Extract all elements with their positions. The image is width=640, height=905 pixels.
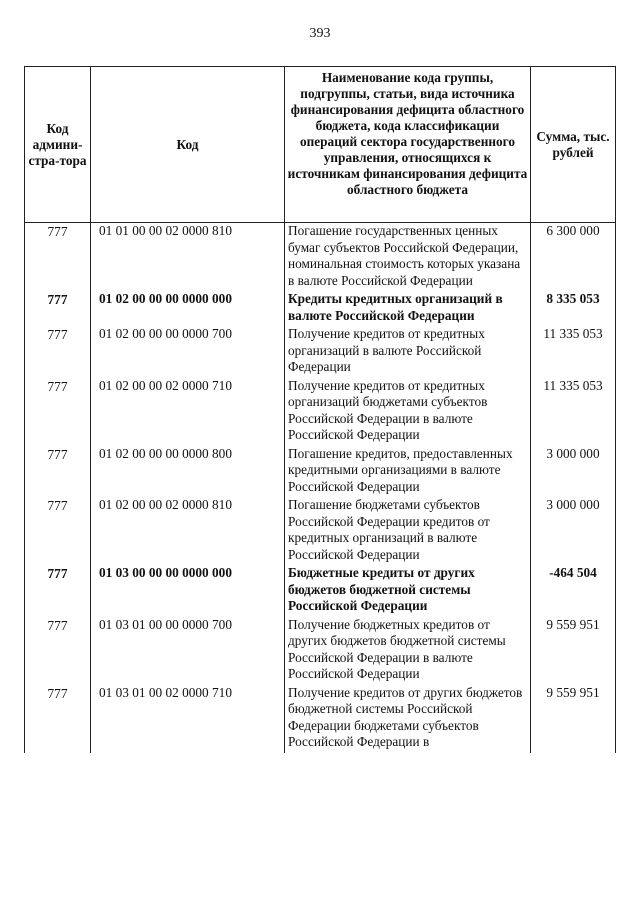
name-cell: Получение кредитов от кредитных организаций в валюте Российской Федерации [285, 326, 531, 378]
header-sum: Сумма, тыс. рублей [531, 67, 616, 223]
admin-cell: 777 [25, 685, 91, 753]
admin-cell: 777 [25, 223, 91, 292]
name-cell: Получение кредитов от других бюджетов бюджетной системы Российской Федерации бюджетами субъектов Российской Федерации в [285, 685, 531, 753]
sum-cell: -464 504 [531, 565, 616, 617]
code-cell: 01 02 00 00 00 0000 000 [91, 291, 285, 326]
sum-cell: 11 335 053 [531, 378, 616, 446]
table-row [25, 446, 616, 498]
sum-cell: 9 559 951 [531, 685, 616, 753]
code-cell: 01 02 00 00 00 0000 800 [91, 446, 285, 498]
name-cell: Погашение кредитов, предоставленных кредитными организациями в валюте Российской Федерации [285, 446, 531, 498]
admin-cell: 777 [25, 326, 91, 378]
name-cell: Получение бюджетных кредитов от других бюджетов бюджетной системы Российской Федерации в валюте Российской Федерации [285, 617, 531, 685]
admin-cell: 777 [25, 565, 91, 617]
sum-cell: 8 335 053 [531, 291, 616, 326]
sum-cell: 6 300 000 [531, 223, 616, 292]
budget-table [24, 66, 616, 753]
code-cell: 01 03 00 00 00 0000 000 [91, 565, 285, 617]
table-row [25, 617, 616, 685]
table-row [25, 497, 616, 565]
table-row [25, 378, 616, 446]
admin-cell: 777 [25, 446, 91, 498]
code-cell: 01 03 01 00 02 0000 710 [91, 685, 285, 753]
header-admin: Код админи-стра-тора [25, 67, 91, 223]
admin-cell: 777 [25, 291, 91, 326]
table-body [25, 223, 616, 753]
sum-cell: 11 335 053 [531, 326, 616, 378]
code-cell: 01 02 00 00 02 0000 810 [91, 497, 285, 565]
code-cell: 01 02 00 00 00 0000 700 [91, 326, 285, 378]
code-cell: 01 03 01 00 00 0000 700 [91, 617, 285, 685]
table-header [25, 67, 616, 223]
admin-cell: 777 [25, 497, 91, 565]
name-cell: Получение кредитов от кредитных организаций бюджетами субъектов Российской Федерации в валюте Российской Федерации [285, 378, 531, 446]
table-row [25, 685, 616, 753]
sum-cell: 3 000 000 [531, 446, 616, 498]
header-name: Наименование кода группы, подгруппы, статьи, вида источника финансирования дефицита областного бюджета, кода классификации операций сектора государственного управления, относящихся к источникам финансирования дефицита областного бюджета [285, 67, 531, 223]
sum-cell: 9 559 951 [531, 617, 616, 685]
code-cell: 01 01 00 00 02 0000 810 [91, 223, 285, 292]
name-cell: Кредиты кредитных организаций в валюте Российской Федерации [285, 291, 531, 326]
code-cell: 01 02 00 00 02 0000 710 [91, 378, 285, 446]
table-row [25, 565, 616, 617]
sum-cell: 3 000 000 [531, 497, 616, 565]
table-row [25, 223, 616, 292]
table-row [25, 326, 616, 378]
page-number: 393 [309, 26, 331, 41]
admin-cell: 777 [25, 617, 91, 685]
admin-cell: 777 [25, 378, 91, 446]
header-code: Код [91, 67, 285, 223]
name-cell: Бюджетные кредиты от других бюджетов бюджетной системы Российской Федерации [285, 565, 531, 617]
table-row [25, 291, 616, 326]
name-cell: Погашение государственных ценных бумаг субъектов Российской Федерации, номинальная стоимость которых указана в валюте Российской Федерации [285, 223, 531, 292]
name-cell: Погашение бюджетами субъектов Российской Федерации кредитов от кредитных организаций в валюте Российской Федерации [285, 497, 531, 565]
